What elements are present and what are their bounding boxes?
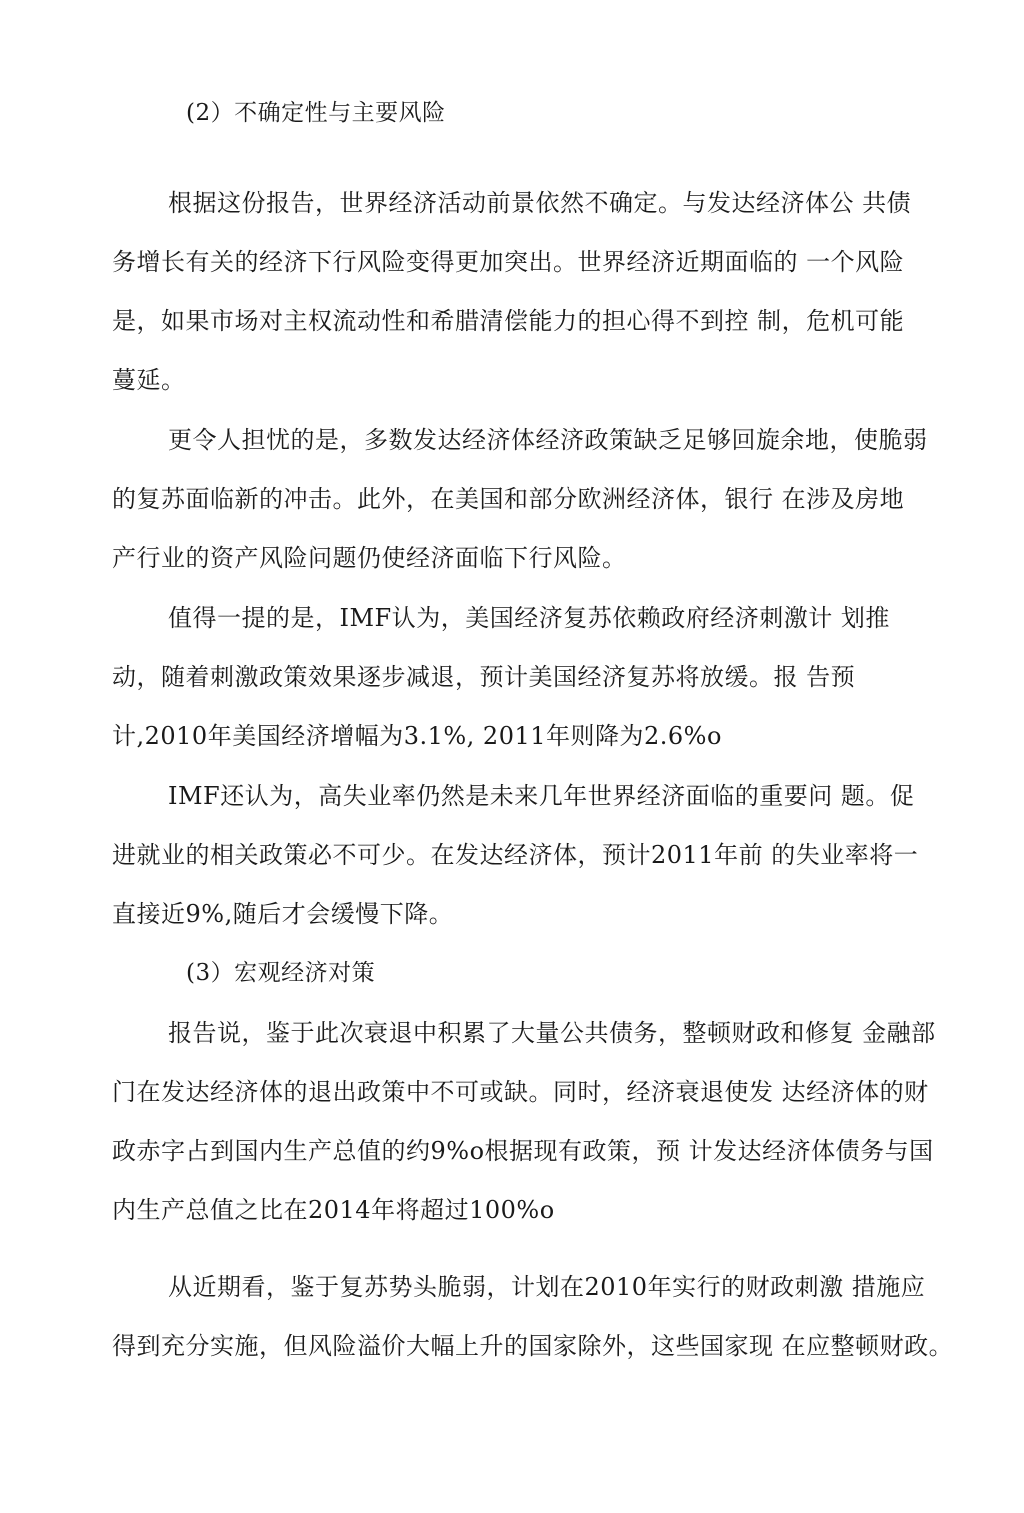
paragraph-5-line-1: 报告说，鉴于此次衰退中积累了大量公共债务，整顿财政和修复 金融部 — [168, 1019, 936, 1047]
paragraph-2-line-1: 更令人担忧的是，多数发达经济体经济政策缺乏足够回旋余地，使脆弱 — [168, 426, 928, 454]
paragraph-2-line-2: 的复苏面临新的冲击。此外，在美国和部分欧洲经济体，银行 在涉及房地 — [112, 485, 905, 513]
section-heading-macro-policy: (3）宏观经济对策 — [186, 960, 376, 986]
paragraph-2-line-3: 产行业的资产风险问题仍使经济面临下行风险。 — [112, 544, 627, 572]
paragraph-1-line-2: 务增长有关的经济下行风险变得更加突出。世界经济近期面临的 一个风险 — [112, 248, 905, 276]
paragraph-4-line-1: IMF还认为，高失业率仍然是未来几年世界经济面临的重要问 题。促 — [168, 782, 915, 810]
section-heading-uncertainty: (2）不确定性与主要风险 — [186, 100, 446, 126]
paragraph-5-line-3: 政赤字占到国内生产总值的约9%o根据现有政策，预 计发达经济体债务与国 — [112, 1137, 934, 1165]
paragraph-5-line-4: 内生产总值之比在2014年将超过100%o — [112, 1196, 555, 1224]
paragraph-1-line-3: 是，如果市场对主权流动性和希腊清偿能力的担心得不到控 制，危机可能 — [112, 307, 905, 335]
paragraph-6-line-1: 从近期看，鉴于复苏势头脆弱，计划在2010年实行的财政刺激 措施应 — [168, 1273, 926, 1301]
paragraph-4-line-2: 进就业的相关政策必不可少。在发达经济体，预计2011年前 的失业率将一 — [112, 841, 919, 869]
paragraph-3-line-3: 计,2010年美国经济增幅为3.1%, 2011年则降为2.6%o — [112, 722, 722, 750]
paragraph-3-line-1: 值得一提的是，IMF认为，美国经济复苏依赖政府经济刺激计 划推 — [168, 604, 890, 632]
paragraph-3-line-2: 动，随着刺激政策效果逐步减退，预计美国经济复苏将放缓。报 告预 — [112, 663, 856, 691]
paragraph-1-line-1: 根据这份报告，世界经济活动前景依然不确定。与发达经济体公 共债 — [168, 189, 912, 217]
paragraph-1-line-4: 蔓延。 — [112, 366, 186, 394]
paragraph-5-line-2: 门在发达经济体的退出政策中不可或缺。同时，经济衰退使发 达经济体的财 — [112, 1078, 929, 1106]
paragraph-6-line-2: 得到充分实施，但风险溢价大幅上升的国家除外，这些国家现 在应整顿财政。 — [112, 1332, 954, 1360]
paragraph-4-line-3: 直接近9%,随后才会缓慢下降。 — [112, 900, 454, 928]
